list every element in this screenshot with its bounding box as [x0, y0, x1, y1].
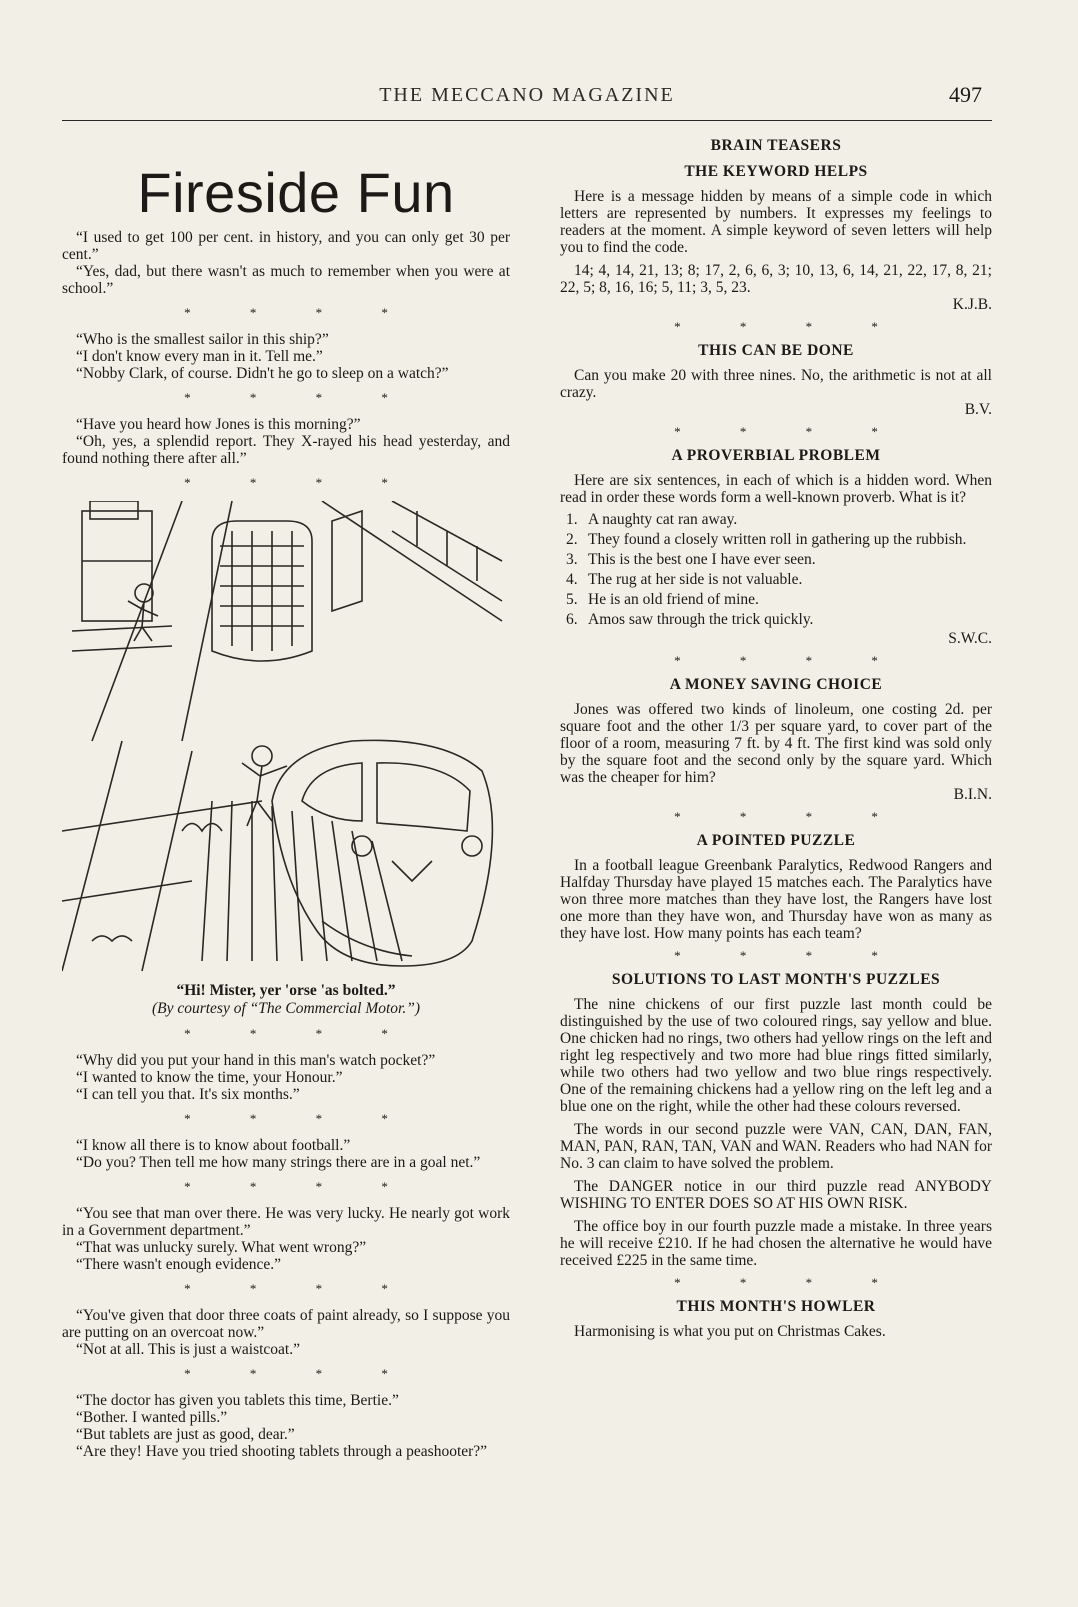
item-text: Amos saw through the trick quickly.: [588, 611, 814, 628]
item-number: 6.: [566, 611, 578, 628]
list-item: [560, 570, 992, 590]
item-text: They found a closely written roll in gathering up the rubbish.: [588, 531, 967, 548]
joke-5: [62, 1137, 510, 1171]
joke-6: [62, 1205, 510, 1273]
solutions-heading: SOLUTIONS TO LAST MONTH'S PUZZLES: [611, 971, 941, 988]
item-number: 4.: [566, 571, 578, 588]
joke-line: “I can tell you that. It's six months.”: [76, 1086, 300, 1103]
solution-paragraph: The office boy in our fourth puzzle made a mistake. In three years he will receive £210. If he had chosen the alternative he would have received £225 in the same time.: [560, 1218, 992, 1269]
joke-line: “Not at all. This is just a waistcoat.”: [76, 1341, 300, 1358]
solution-paragraph: The words in our second puzzle were VAN, CAN, DAN, FAN, MAN, PAN, RAN, TAN, VAN and WAN. Readers who had NAN for No. 3 can claim to have solved the problem.: [560, 1121, 992, 1172]
joke-line: “I don't know every man in it. Tell me.”: [76, 348, 323, 365]
left-column: [62, 140, 510, 1460]
joke-line: “The doctor has given you tablets this time, Bertie.”: [76, 1392, 399, 1409]
item-text: A naughty cat ran away.: [588, 511, 738, 528]
joke-line: “You see that man over there. He was very lucky. He nearly got work in a Government department.”: [62, 1205, 510, 1239]
proverbial-signature: S.W.C.: [948, 630, 992, 647]
solution-paragraph: The DANGER notice in our third puzzle read ANYBODY WISHING TO ENTER DOES SO AT HIS OWN RISK.: [560, 1178, 992, 1212]
star-separator: * * * *: [674, 424, 906, 439]
star-separator: * * * *: [674, 653, 906, 668]
joke-3: [62, 416, 510, 467]
can-be-done-heading: THIS CAN BE DONE: [698, 342, 854, 359]
keyword-text: Here is a message hidden by means of a simple code in which letters are represented by numbers. It expresses my feelings to readers at the moment. A simple keyword of seven letters will help you to find the code.: [560, 188, 992, 256]
money-signature: B.I.N.: [953, 786, 992, 803]
item-number: 3.: [566, 551, 578, 568]
item-text: He is an old friend of mine.: [588, 591, 759, 608]
joke-line: “Are they! Have you tried shooting tablets through a peashooter?”: [76, 1443, 488, 1460]
cartoon-drawing: [62, 501, 510, 976]
page-number: 497: [949, 82, 982, 107]
joke-line: “Nobby Clark, of course. Didn't he go to sleep on a watch?”: [76, 365, 449, 382]
joke-line: “I used to get 100 per cent. in history, and you can only get 30 per cent.”: [62, 229, 510, 263]
brain-teasers-heading: BRAIN TEASERS: [710, 137, 842, 154]
star-separator: * * * *: [674, 948, 906, 963]
item-text: This is the best one I have ever seen.: [588, 551, 816, 568]
list-item: [560, 590, 992, 610]
list-item: [560, 610, 992, 630]
joke-line: “Do you? Then tell me how many strings there are in a goal net.”: [76, 1154, 481, 1171]
proverb-sentence-list: [560, 510, 992, 630]
item-number: 2.: [566, 531, 578, 548]
proverbial-text: Here are six sentences, in each of which is a hidden word. When read in order these words form a well-known proverb. What is it?: [560, 472, 992, 506]
pointed-heading: A POINTED PUZZLE: [696, 832, 856, 849]
star-separator: * * * *: [674, 1275, 906, 1290]
joke-8: [62, 1392, 510, 1460]
joke-2: [62, 331, 510, 382]
joke-line: “You've given that door three coats of paint already, so I suppose you are putting on an overcoat now.”: [62, 1307, 510, 1341]
joke-line: “But tablets are just as good, dear.”: [76, 1426, 295, 1443]
howler-heading: THIS MONTH'S HOWLER: [676, 1298, 876, 1315]
joke-line: “I know all there is to know about football.”: [76, 1137, 351, 1154]
right-column: [560, 136, 992, 1340]
star-separator: * * * *: [184, 305, 416, 320]
joke-4: [62, 1052, 510, 1103]
can-be-done-text: Can you make 20 with three nines. No, the arithmetic is not at all crazy.: [560, 367, 992, 401]
joke-line: “That was unlucky surely. What went wrong?”: [76, 1239, 367, 1256]
star-separator: * * * *: [184, 1281, 416, 1296]
can-be-done-signature: B.V.: [964, 401, 992, 418]
article-title: Fireside Fun: [137, 161, 455, 224]
star-separator: * * * *: [184, 475, 416, 490]
caption-line-2: (By courtesy of “The Commercial Motor.”): [151, 1000, 421, 1017]
keyword-code: 14; 4, 14, 21, 13; 8; 17, 2, 6, 6, 3; 10, 13, 6, 14, 21, 22, 17, 8, 21; 22, 5; 8, 16, 16; 5, 11; 3, 5, 23.: [560, 262, 992, 296]
joke-7: [62, 1307, 510, 1358]
list-item: [560, 510, 992, 530]
item-text: The rug at her side is not valuable.: [588, 571, 803, 588]
caption-line-1: “Hi! Mister, yer 'orse 'as bolted.”: [176, 982, 396, 999]
joke-1: [62, 229, 510, 297]
star-separator: * * * *: [184, 1026, 416, 1041]
joke-line: “Yes, dad, but there wasn't as much to remember when you were at school.”: [62, 263, 510, 297]
item-number: 1.: [566, 511, 578, 528]
solution-paragraph: The nine chickens of our first puzzle last month could be distinguished by the use of two coloured rings, say yellow and blue. One chicken had no rings, two others had yellow rings on the left and right leg respectively and two more had blue rings fitted similarly, while two others had two yellow and two blue rings respectively. One of the remaining chickens had a yellow ring on the left leg and a blue one on the right, while the other had these colours reversed.: [560, 996, 992, 1115]
joke-line: “There wasn't enough evidence.”: [76, 1256, 282, 1273]
star-separator: * * * *: [674, 809, 906, 824]
magazine-title: THE MECCANO MAGAZINE: [379, 84, 675, 106]
joke-line: “I wanted to know the time, your Honour.”: [76, 1069, 343, 1086]
keyword-signature: K.J.B.: [952, 296, 992, 313]
star-separator: * * * *: [184, 1179, 416, 1194]
cartoon-illustration: [62, 501, 510, 976]
cartoon-caption: [62, 982, 510, 1018]
proverbial-heading: A PROVERBIAL PROBLEM: [671, 447, 881, 464]
money-text: Jones was offered two kinds of linoleum, one costing 2d. per square foot and the other 1/3 per square yard, to cover part of the floor of a room, measuring 7 ft. by 4 ft. The first kind was sold only by the square foot and the second only by the square yard. Which was the cheaper for him?: [560, 701, 992, 786]
pointed-text: In a football league Greenbank Paralytics, Redwood Rangers and Halfday Thursday have played 15 matches each. The Paralytics have won three more matches than they have lost, the Rangers have lost one more than they have won, and Thursday have won as many as they have lost. How many points has each team?: [560, 857, 992, 942]
money-heading: A MONEY SAVING CHOICE: [669, 676, 883, 693]
joke-line: “Bother. I wanted pills.”: [76, 1409, 228, 1426]
star-separator: * * * *: [184, 390, 416, 405]
list-item: [560, 530, 992, 550]
howler-text: Harmonising is what you put on Christmas Cakes.: [574, 1323, 886, 1340]
star-separator: * * * *: [674, 319, 906, 334]
keyword-heading: THE KEYWORD HELPS: [684, 163, 868, 180]
joke-line: “Why did you put your hand in this man's watch pocket?”: [76, 1052, 436, 1069]
list-item: [560, 550, 992, 570]
joke-line: “Have you heard how Jones is this morning?”: [76, 416, 361, 433]
star-separator: * * * *: [184, 1111, 416, 1126]
joke-line: “Who is the smallest sailor in this ship?”: [76, 331, 329, 348]
star-separator: * * * *: [184, 1366, 416, 1381]
joke-line: “Oh, yes, a splendid report. They X-rayed his head yesterday, and found nothing there after all.”: [62, 433, 510, 467]
page-header: [62, 80, 992, 121]
item-number: 5.: [566, 591, 578, 608]
